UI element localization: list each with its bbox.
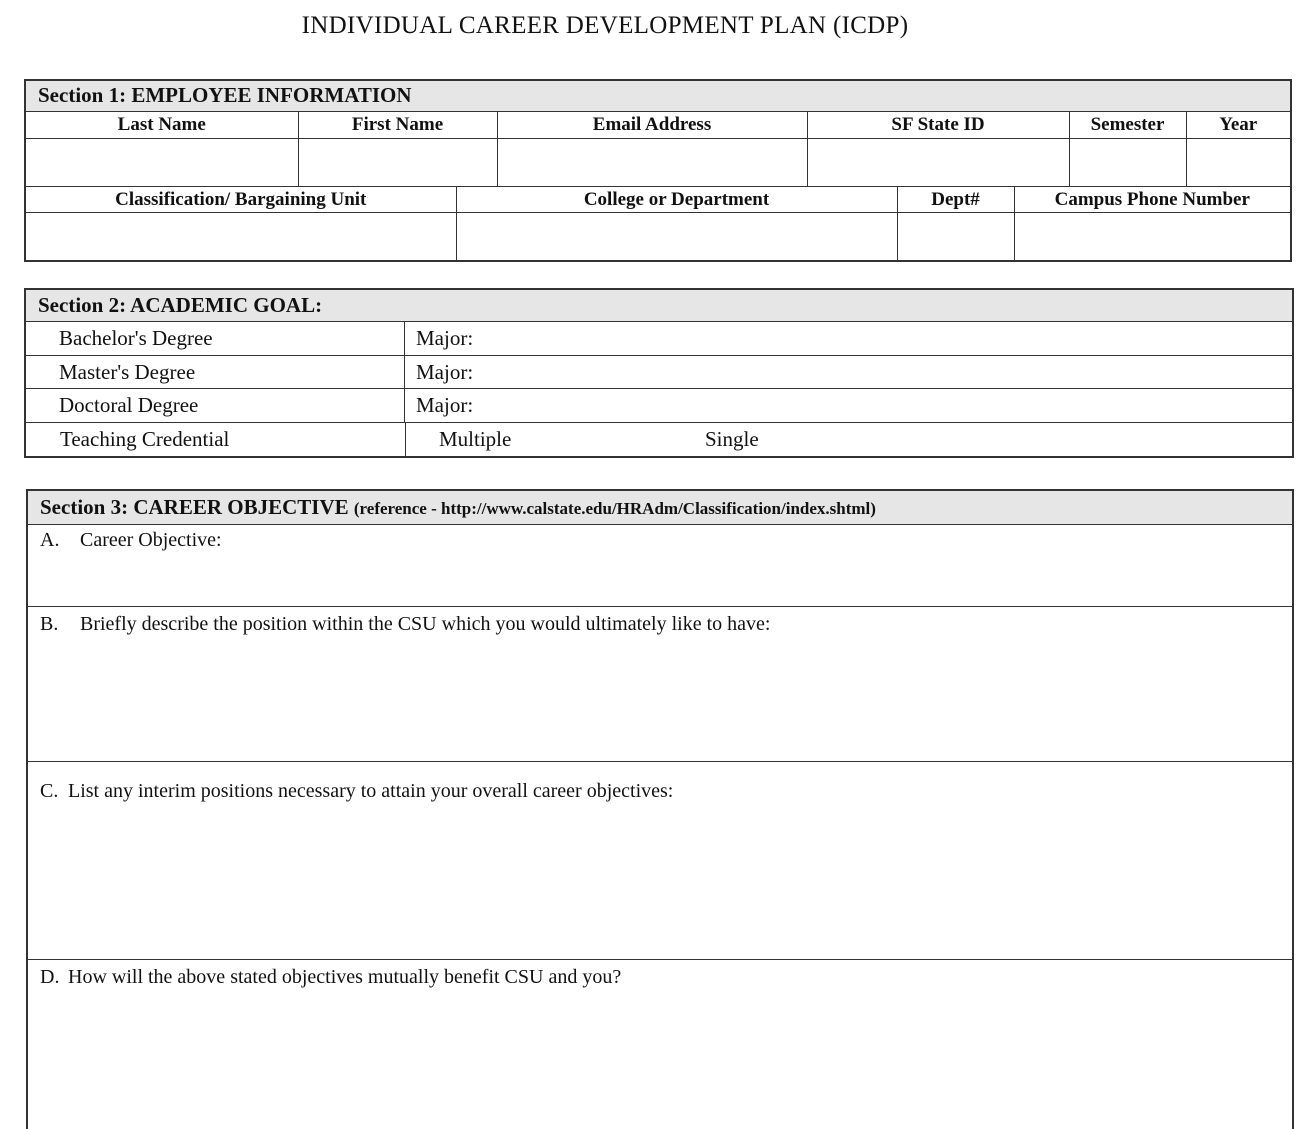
academic-row-credential [26,423,1292,458]
credential-multiple-option[interactable]: Multiple [439,426,512,451]
question-a-text: Career Objective: [80,529,222,551]
section-3-title: Section 3: CAREER OBJECTIVE [40,495,349,519]
master-degree-label: Master's Degree [26,356,405,389]
academic-row-bachelor [26,322,1292,356]
section-2-header: Section 2: ACADEMIC GOAL: [26,290,1292,322]
section-3-header [28,491,1292,525]
campus-phone-field[interactable] [1014,213,1290,260]
doctoral-degree-label: Doctoral Degree [26,389,405,422]
question-b-letter: B. [40,613,59,635]
section-3-career-objective [26,489,1294,1129]
sf-state-id-label: SF State ID [807,112,1069,138]
question-b-text: Briefly describe the position within the CSU which you would ultimately like to have: [80,613,771,635]
first-name-label: First Name [298,112,497,138]
first-name-field[interactable] [298,138,497,186]
question-a-career-objective[interactable] [28,525,1292,607]
document-title: INDIVIDUAL CAREER DEVELOPMENT PLAN (ICDP) [301,12,909,39]
college-department-label: College or Department [456,187,897,213]
dept-number-field[interactable] [897,213,1014,260]
email-address-label: Email Address [497,112,807,138]
academic-row-master [26,356,1292,390]
section-1-employee-information [24,79,1292,262]
doctoral-major-field[interactable]: Major: [416,393,474,417]
question-d-mutual-benefit[interactable] [28,960,1292,1120]
classification-reference-link[interactable]: (reference - http://www.calstate.edu/HRAdm/Classification/index.shtml) [353,499,876,518]
employee-info-row-1 [26,112,1290,186]
last-name-field[interactable] [26,138,298,186]
college-department-field[interactable] [456,213,897,260]
classification-field[interactable] [26,213,456,260]
question-a-letter: A. [40,529,60,551]
academic-row-doctoral [26,389,1292,423]
question-d-letter: D. [40,966,60,988]
semester-label: Semester [1069,112,1186,138]
question-c-letter: C. [40,780,59,802]
question-b-ultimate-position[interactable] [28,607,1292,762]
section-2-academic-goal [24,288,1294,458]
campus-phone-label: Campus Phone Number [1014,187,1290,213]
credential-options [406,423,1292,458]
last-name-label: Last Name [26,112,298,138]
credential-single-option[interactable]: Single [705,426,759,451]
email-address-field[interactable] [497,138,807,186]
classification-label: Classification/ Bargaining Unit [26,187,456,213]
sf-state-id-field[interactable] [807,138,1069,186]
semester-field[interactable] [1069,138,1186,186]
bachelor-degree-label: Bachelor's Degree [26,322,405,355]
master-major-field[interactable]: Major: [416,359,474,384]
question-c-text: List any interim positions necessary to attain your overall career objectives: [68,780,674,802]
bachelor-major-field[interactable]: Major: [416,326,474,350]
teaching-credential-label: Teaching Credential [26,423,406,458]
year-field[interactable] [1186,138,1290,186]
section-1-header: Section 1: EMPLOYEE INFORMATION [26,81,1290,112]
employee-info-row-2 [26,186,1290,260]
dept-number-label: Dept# [897,187,1014,213]
year-label: Year [1186,112,1290,138]
question-d-text: How will the above stated objectives mutually benefit CSU and you? [68,966,622,988]
question-c-interim-positions[interactable] [28,762,1292,960]
